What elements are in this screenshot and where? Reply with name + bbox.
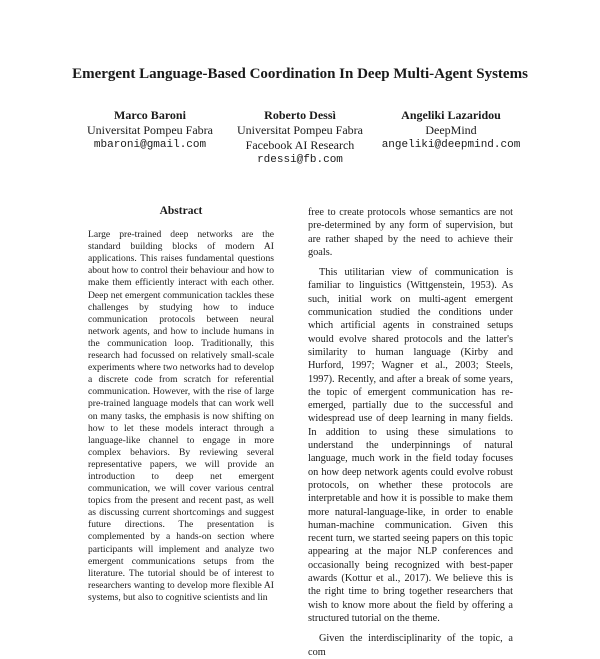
abstract-text: Large pre-trained deep networks are the standard building blocks of modern AI applications. This raises fundamental questions about how to control their behaviour and how to make them efficiently interact with each other. Deep net emergent communication tackles these challenges by studying how to induce communication protocols between neural network agents, and how to include humans in the communication loop. Traditionally, this research had focussed on relatively small-scale experiments where two networks had to develop a discrete code from scratch for referential communication. However, with the rise of large pre-trained language models that can work well on many tasks, the emphasis is now shifting on how to let these models interact through a language-like channel to engage in more complex behaviors. By reviewing several representative papers, we will provide an introduction to deep net emergent communication, we will cover various central topics from the present and recent past, as well as discussing current shortcomings and suggest future directions. The presentation is complemented by a hands-on section where participants will implement and analyze two emergent communications setups from the literature. The tutorial should be of interest to researchers wanting to develop more flexible AI systems, but also to cognitive scientists and lin bbox=[88, 229, 274, 603]
author-affiliation: Universitat Pompeu Fabra bbox=[87, 123, 213, 137]
author-email: mbaroni@gmail.com bbox=[93, 139, 207, 151]
author-name: Roberto Dessì bbox=[264, 108, 336, 122]
left-column bbox=[88, 205, 274, 603]
author-affiliation: DeepMind bbox=[425, 123, 477, 137]
author-name: Angeliki Lazaridou bbox=[401, 108, 501, 122]
author-email: angeliki@deepmind.com bbox=[381, 139, 521, 151]
author-name: Marco Baroni bbox=[114, 108, 186, 122]
author-dessi bbox=[215, 108, 385, 168]
author-lazaridou bbox=[366, 108, 536, 153]
author-affiliation: Universitat Pompeu Fabra bbox=[237, 123, 363, 137]
body-paragraph: Given the interdisciplinarity of the topic, a com bbox=[308, 633, 513, 658]
author-affiliation: Facebook AI Research bbox=[245, 138, 355, 152]
paper-title: Emergent Language-Based Coordination In Deep Multi-Agent Systems bbox=[72, 66, 528, 82]
abstract-heading: Abstract bbox=[159, 205, 203, 217]
right-column bbox=[308, 206, 513, 658]
body-paragraph: This utilitarian view of communication is familiar to linguistics (Wittgenstein, 1953). As such, initial work on multi-agent emergent communication studied the conditions under which artificial agents in constrained setups would evolve shared protocols and the latter's similarity to human language (Kirby and Hurford, 1997; Wagner et al., 2003; Steels, 1997). Recently, and after a break of some years, the topic of emergent communication has re-emerged, partially due to the successful and widespread use of deep learning in many fields. In addition to using these simulations to understand the underpinnings of natural language, much work in the field today focuses on how deep network agents could evolve robust protocols, on whether these protocols are interpretable and how it is possible to make them more natural-language-like, in order to enable human-machine communication. Given this recent turn, we started seeing papers on this topic appearing at the major NLP conferences and occasionally being recognized with best-paper awards (Kottur et al., 2017). We believe this is the right time to bring together researchers that wish to know more about the field by offering a structured tutorial on the theme. bbox=[308, 267, 513, 624]
author-email: rdessi@fb.com bbox=[257, 154, 343, 166]
author-baroni bbox=[65, 108, 235, 153]
body-paragraph: free to create protocols whose semantics are not pre-determined by any form of supervision, but are rather shaped by the need to achieve their goals. bbox=[308, 207, 513, 258]
